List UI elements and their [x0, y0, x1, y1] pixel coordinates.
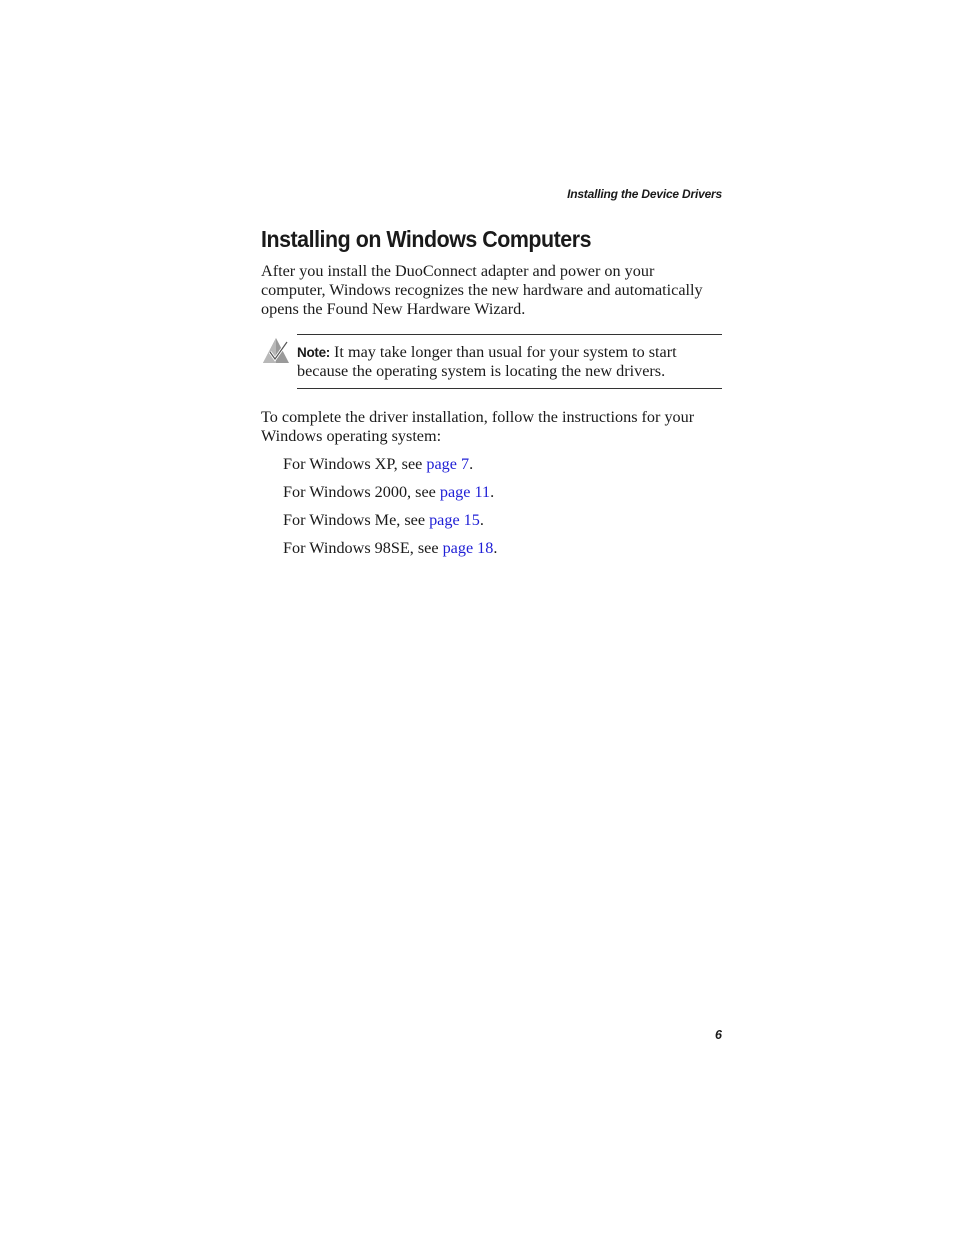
page-link[interactable]: page 18	[442, 539, 494, 557]
running-header: Installing the Device Drivers	[567, 187, 722, 201]
list-item-text: For Windows XP, see	[283, 455, 427, 473]
list-item	[283, 511, 497, 539]
list-item-suffix: .	[469, 455, 474, 473]
list-item-suffix: .	[493, 539, 498, 557]
list-item-text: For Windows 98SE, see	[283, 539, 443, 557]
list-item	[283, 483, 497, 511]
note-label: Note:	[297, 345, 330, 360]
intro-paragraph: After you install the DuoConnect adapter and power on your computer, Windows recognizes the new hardware and automatically opens the Found New Hardware Wizard.	[261, 262, 703, 318]
note-box	[297, 334, 722, 389]
page-link[interactable]: page 11	[439, 483, 491, 501]
list-item-suffix: .	[490, 483, 495, 501]
note-checkmark-triangle-icon	[262, 337, 290, 364]
list-item-text: For Windows Me, see	[283, 511, 430, 529]
page-link[interactable]: page 7	[426, 455, 470, 473]
section-title: Installing on Windows Computers	[261, 226, 592, 252]
os-page-list	[283, 455, 497, 567]
page-link[interactable]: page 15	[429, 511, 480, 529]
page-number: 6	[715, 1028, 722, 1042]
list-item-text: For Windows 2000, see	[283, 483, 440, 501]
instructions-paragraph: To complete the driver installation, follow the instructions for your Windows operating system:	[261, 408, 695, 445]
list-item-suffix: .	[479, 511, 484, 529]
note-text: It may take longer than usual for your system to start because the operating system is locating the new drivers.	[297, 343, 677, 380]
list-item	[283, 455, 497, 483]
list-item	[283, 539, 497, 567]
